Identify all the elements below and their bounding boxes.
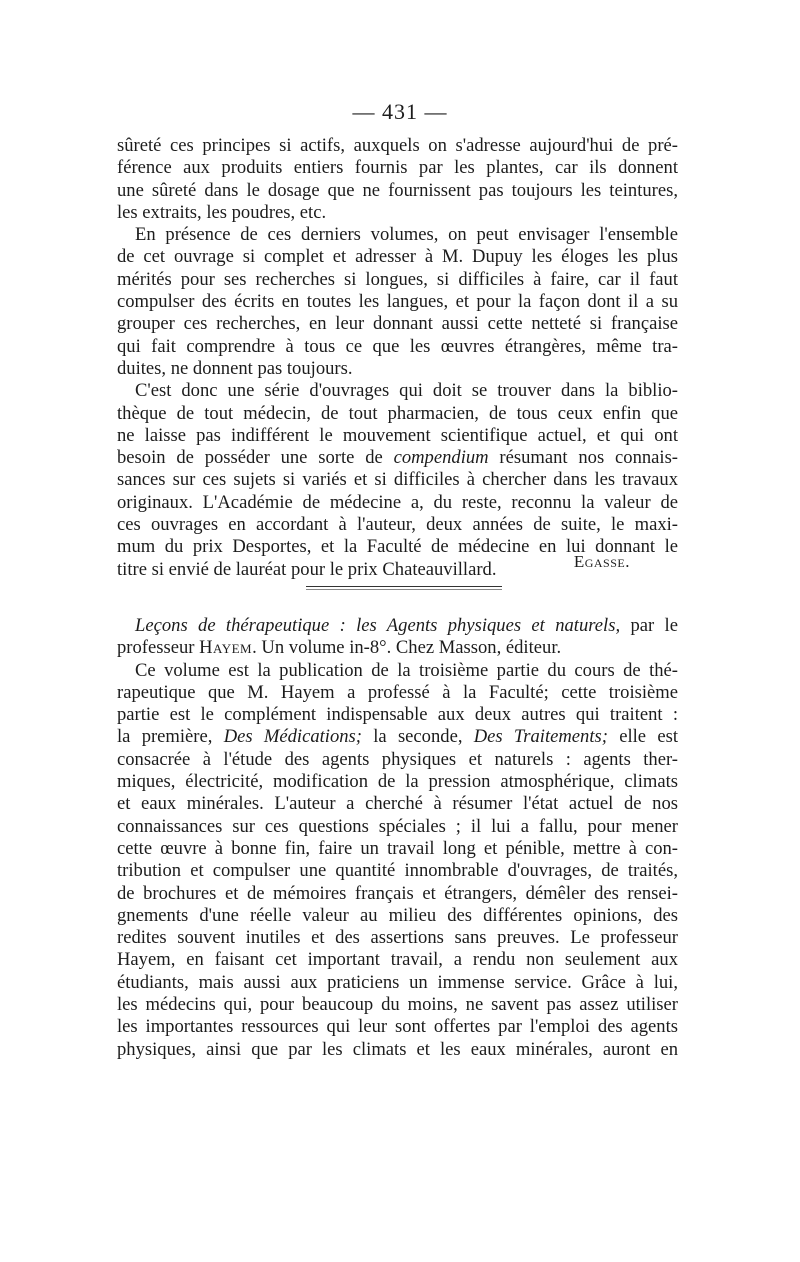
book-title: Leçons de thérapeutique : les Agents physiques et naturels, <box>135 615 621 636</box>
text-line: férence aux produits entiers fournis par les plantes, car ils donnent <box>117 157 678 179</box>
text-line: duites, ne donnent pas toujours. <box>117 357 353 379</box>
text-run: elle est <box>607 726 678 748</box>
text-line: Ce volume est la publication de la troisième partie du cours de thé- <box>135 659 678 681</box>
review-citation-line <box>117 637 678 659</box>
text-line: ces ouvrages en accordant à l'auteur, deux années de suite, le maxi- <box>117 514 678 536</box>
title-traitements: Des Traitements; <box>473 726 608 748</box>
text-line <box>117 447 678 469</box>
text-line: tribution et compulser une quantité innombrable d'ouvrages, de traités, <box>117 860 678 882</box>
text-run: résumant nos connais- <box>488 447 679 469</box>
text-line: les extraits, les poudres, etc. <box>117 201 327 223</box>
text-line: rapeutique que M. Hayem a professé à la Faculté; cette troisième <box>117 681 678 703</box>
text-line: miques, électricité, modification de la pression atmosphérique, climats <box>117 771 678 793</box>
text-line: compulser des écrits en toutes les langues, et pour la façon dont il a su <box>117 291 678 313</box>
review-title-line <box>117 615 678 637</box>
reviewer-signature: Egasse. <box>573 552 630 571</box>
section-divider-thin <box>306 589 502 590</box>
text-line: mérités pour ses recherches si longues, si difficiles à faire, car il faut <box>117 268 678 290</box>
text-line: C'est donc une série d'ouvrages qui doit se trouver dans la biblio- <box>135 380 678 402</box>
text-line: grouper ces recherches, en leur donnant aussi cette netteté si française <box>117 313 678 335</box>
text-line: les importantes ressources qui leur sont offertes par l'emploi des agents <box>117 1016 678 1038</box>
text-run: besoin de posséder une sorte de <box>117 447 394 469</box>
text-line: mum du prix Desportes, et la Faculté de médecine en lui donnant le <box>117 536 678 558</box>
text-line: cette œuvre à bonne fin, faire un travail long et pénible, mettre à con- <box>117 837 678 859</box>
compendium-word: compendium <box>393 447 489 469</box>
section-divider <box>306 586 502 587</box>
text-line <box>117 726 678 748</box>
text-line: consacrée à l'étude des agents physiques et naturels : agents ther- <box>117 748 678 770</box>
text-run: la seconde, <box>361 726 474 748</box>
text-run: la première, <box>117 726 224 748</box>
text-line: redites souvent inutiles et des assertions sans preuves. Le professeur <box>117 927 678 949</box>
page-number: — 431 — <box>352 99 448 124</box>
text-line: et eaux minérales. L'auteur a cherché à résumer l'état actuel de nos <box>117 793 678 815</box>
review-continuation <box>117 135 678 581</box>
text-line: En présence de ces derniers volumes, on peut envisager l'ensemble <box>135 224 678 246</box>
text-line: une sûreté dans le dosage que ne fournissent pas toujours les teintures, <box>117 179 678 201</box>
text-line: connaissances sur ces questions spéciales ; il lui a fallu, pour mener <box>117 815 678 837</box>
text-line: sances sur ces sujets si variés et si difficiles à chercher dans les travaux <box>117 469 678 491</box>
text-line: les médecins qui, pour beaucoup du moins, ne savent pas assez utiliser <box>117 994 678 1016</box>
text-line: titre si envié de lauréat pour le prix Chateauvillard. <box>117 558 497 580</box>
text-run: par le <box>620 615 678 636</box>
text-line: partie est le complément indispensable aux deux autres qui traitent : <box>117 704 678 726</box>
text-line: qui fait comprendre à tous ce que les œuvres étrangères, même tra- <box>117 335 678 357</box>
text-line: physiques, ainsi que par les climats et les eaux minérales, auront en <box>117 1038 678 1060</box>
text-run: professeur <box>117 637 200 659</box>
text-line: thèque de tout médecin, de tout pharmacien, de tous ceux enfin que <box>117 402 678 424</box>
text-run: . Un volume in-8°. Chez Masson, éditeur. <box>252 637 562 659</box>
text-line: sûreté ces principes si actifs, auxquels on s'adresse aujourd'hui de pré- <box>117 135 678 156</box>
text-line: gnements d'une réelle valeur au milieu des différentes opinions, des <box>117 904 678 926</box>
title-medications: Des Médications; <box>223 726 362 748</box>
review-hayem <box>117 615 678 1061</box>
text-line: originaux. L'Académie de médecine a, du reste, reconnu la valeur de <box>117 491 678 513</box>
text-line: de cet ouvrage si complet et adresser à M. Dupuy les éloges les plus <box>117 246 678 268</box>
text-line: Hayem, en faisant cet important travail, a rendu non seulement aux <box>117 949 678 971</box>
text-line: ne laisse pas indifférent le mouvement scientifique actuel, et qui ont <box>117 424 678 446</box>
text-line: de brochures et de mémoires français et étrangers, démêler des rensei- <box>117 882 678 904</box>
author-name: Hayem <box>199 637 253 659</box>
text-line: étudiants, mais aussi aux praticiens un immense service. Grâce à lui, <box>117 971 678 993</box>
